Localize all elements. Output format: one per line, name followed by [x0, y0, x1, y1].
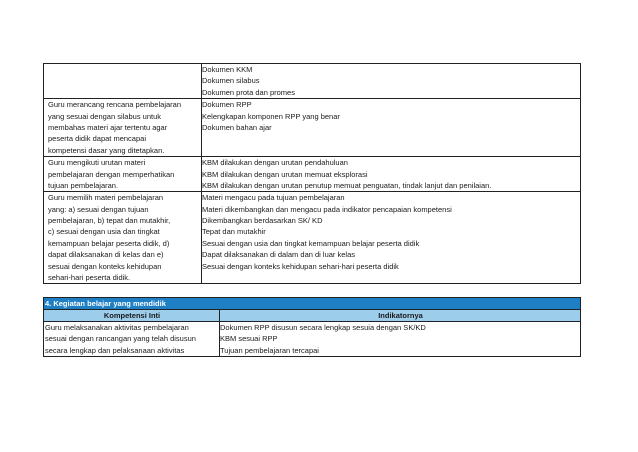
column-header-competency: Kompetensi Inti [44, 310, 220, 322]
competency-line: sesuai dengan konteks kehidupan [48, 261, 162, 271]
competency-line: yang: a) sesuai dengan tujuan [48, 204, 149, 214]
indicator-cell [220, 322, 581, 357]
competency-line: sesuai dengan rancangan yang telah disusun [45, 334, 196, 344]
indicator-line: Dokumen KKM [202, 65, 253, 74]
competency-line: secara lengkap dan pelaksanaan aktivitas [45, 345, 185, 355]
indicator-line: Dokumen prota dan promes [202, 87, 295, 97]
competency-cell [44, 99, 202, 157]
competency-line: kemampuan belajar peserta didik, d) [48, 238, 170, 248]
competency-cell [44, 322, 220, 357]
competency-line: sehari-hari peserta didik. [48, 273, 131, 283]
competency-line: tujuan pembelajaran. [48, 180, 119, 190]
table-row [44, 64, 581, 99]
indicator-line: KBM sesuai RPP [220, 334, 278, 344]
indicator-line: Dokumen RPP [202, 100, 252, 110]
competency-line: pembelajaran, b) tepat dan mutakhir, [48, 216, 171, 226]
indicator-line: Dokumen RPP disusun secara lengkap sesuia dengan SK/KD [220, 323, 426, 332]
indicator-cell [202, 99, 581, 157]
table-row [44, 157, 581, 192]
indicator-line: KBM dilakukan dengan urutan pendahuluan [202, 158, 348, 168]
competency-line: Guru merancang rencana pembelajaran [48, 100, 181, 110]
indicator-line: KBM dilakukan dengan urutan penutup memuat penguatan, tindak lanjut dan penilaian. [202, 180, 492, 190]
competency-line: kompetensi dasar yang ditetapkan. [48, 145, 165, 155]
indicator-cell [202, 64, 581, 99]
indicator-line: Sesuai dengan usia dan tingkat kemampuan belajar peserta didik [202, 238, 420, 248]
competency-line: membahas materi ajar tertentu agar [48, 122, 168, 132]
competency-line: peserta didik dapat mencapai [48, 134, 146, 144]
competency-line: yang sesuai dengan silabus untuk [48, 111, 161, 121]
indicator-cell [202, 192, 581, 284]
indicator-line: Tujuan pembelajaran tercapai [220, 345, 319, 355]
section-title: 4. Kegiatan belajar yang mendidik [44, 298, 581, 310]
indicator-line: Dokumen bahan ajar [202, 122, 272, 132]
indicator-line: Materi dikembangkan dan mengacu pada indikator pencapaian kompetensi [202, 204, 452, 214]
indicator-cell [202, 157, 581, 192]
competency-cell [44, 157, 202, 192]
learning-activity-table [43, 297, 581, 357]
competency-line: Guru melaksanakan aktivitas pembelajaran [45, 323, 189, 332]
table-row [44, 192, 581, 284]
column-header-row [44, 310, 581, 322]
indicator-line: Dikembangkan berdasarkan SK/ KD [202, 216, 323, 226]
competency-cell [44, 64, 202, 99]
section-header-row [44, 298, 581, 310]
competency-line: c) sesuai dengan usia dan tingkat [48, 227, 160, 237]
indicator-line: Materi mengacu pada tujuan pembelajaran [202, 193, 345, 203]
competency-cell [44, 192, 202, 284]
indicator-line: Sesuai dengan konteks kehidupan sehari-hari peserta didik [202, 261, 399, 271]
indicator-line: KBM dilakukan dengan urutan memuat eksplorasi [202, 169, 368, 179]
table-row [44, 99, 581, 157]
indicator-line: Tepat dan mutakhir [202, 227, 266, 237]
column-header-indicator: Indikatornya [220, 310, 581, 322]
indicator-line: Dapat dilaksanakan di dalam dan di luar kelas [202, 250, 356, 260]
indicator-line: Kelengkapan komponen RPP yang benar [202, 111, 340, 121]
competency-line: Guru memilih materi pembelajaran [48, 193, 164, 203]
indicator-line: Dokumen silabus [202, 76, 260, 86]
competency-line: pembelajaran dengan memperhatikan [48, 169, 175, 179]
competency-table [43, 63, 581, 284]
competency-line: dapat dilaksanakan di kelas dan e) [48, 250, 164, 260]
table-row [44, 322, 581, 357]
competency-line: Guru mengikuti urutan materi [48, 158, 146, 168]
